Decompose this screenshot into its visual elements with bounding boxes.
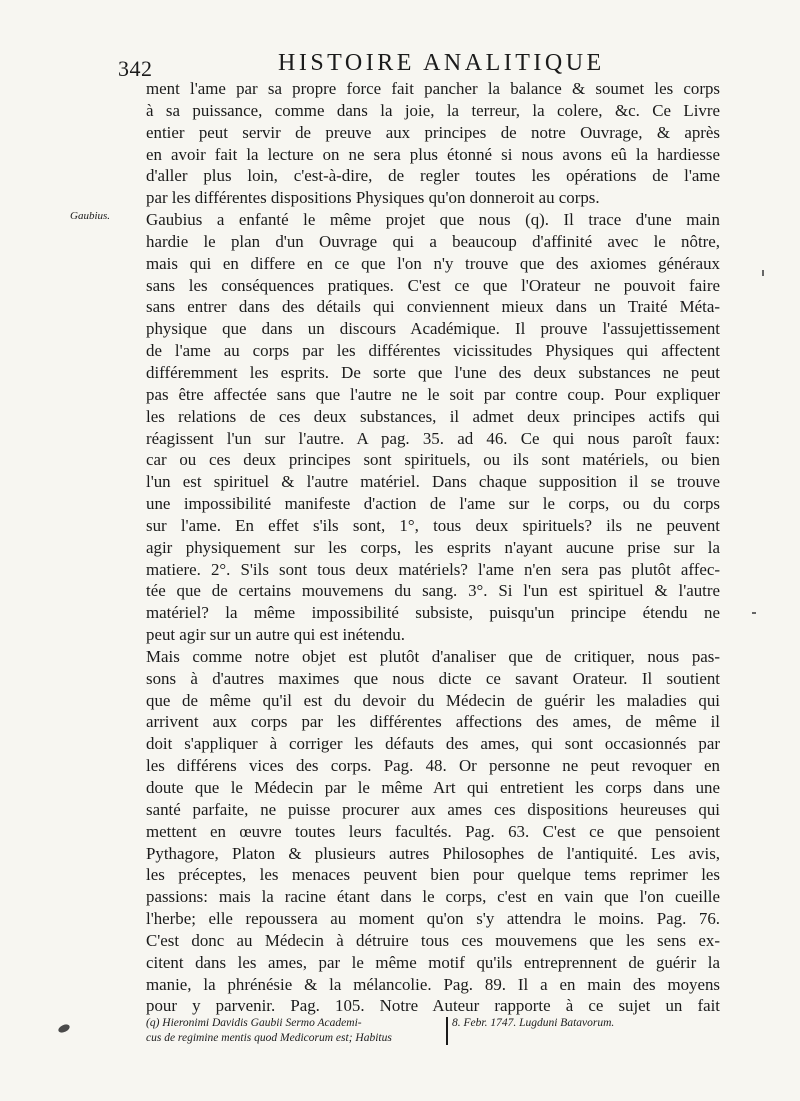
text-line: mais qui en differe en ce que l'on n'y trouve que des axiomes généraux	[146, 253, 720, 273]
body-text	[146, 78, 720, 1017]
text-line: à sa puissance, comme dans la joie, la terreur, la colere, &c. Ce Livre	[146, 100, 720, 120]
text-line: de l'ame au corps par les différentes vicissitudes Physiques qui affectent	[146, 341, 720, 361]
text-line: manie, la phrénésie & la mélancolie. Pag. 89. Il a en main des moyens	[146, 974, 720, 994]
text-line: en avoir fait la lecture on ne sera plus étonné si nous avons eû la hardiesse	[146, 144, 720, 164]
text-line: matériel? la même impossibilité subsiste, puisqu'un principe étendu ne	[146, 603, 720, 623]
text-line: matiere. 2°. S'ils sont tous deux matériels? l'ame n'en sera pas plutôt affec-	[146, 559, 720, 579]
text-line: pour y parvenir. Pag. 105. Notre Auteur rapporte à ce sujet un fait	[146, 996, 720, 1016]
ink-blot-mark	[57, 1023, 71, 1034]
text-line: doute que le Médecin par le même Art qui entretient les corps dans une	[146, 778, 720, 797]
text-line: l'un est spirituel & l'autre matériel. Dans chaque supposition il se trouve	[146, 472, 720, 492]
footnote-right-column	[452, 1016, 722, 1031]
page-number: 342	[118, 56, 153, 81]
paper-speck-mark	[752, 612, 756, 614]
paper-speck-mark	[762, 270, 764, 276]
text-line: une impossibilité manifeste d'action de l'ame sur le corps, ou du corps	[146, 494, 720, 514]
text-line: doit s'appliquer à corriger les défauts des ames, qui sont occasionnés par	[146, 734, 720, 754]
text-line: peut agir sur un autre qui est inétendu.	[146, 625, 405, 645]
footnote-divider	[446, 1017, 448, 1045]
text-line: réagissent l'un sur l'autre. A pag. 35. ad 46. Ce qui nous paroît faux:	[146, 428, 720, 448]
text-line: ment l'ame par sa propre force fait pancher la balance & soumet les corps	[146, 79, 720, 98]
text-line: Mais comme notre objet est plutôt d'analiser que de critiquer, nous pas-	[146, 646, 720, 666]
text-line: passions: mais la racine étant dans le corps, c'est en vain que l'on cueille	[146, 887, 720, 907]
text-line: pas être affectée sans que l'autre ne le soit par contre coup. Pour expliquer	[146, 384, 720, 404]
text-line: entier peut servir de preuve aux principes de notre Ouvrage, & après	[146, 122, 720, 142]
text-line: d'aller plus loin, c'est-à-dire, de regler toutes les opérations de l'ame	[146, 166, 720, 186]
text-line: différemment les esprits. De sorte que l'une des deux substances ne peut	[146, 362, 720, 382]
text-line: les préceptes, les menaces peuvent bien pour quelque tems reprimer les	[146, 865, 720, 885]
margin-note: Gaubius.	[70, 210, 111, 222]
text-line: car ou ces deux principes sont spirituels, ou ils sont matériels, ou bien	[146, 450, 720, 470]
text-line: C'est donc au Médecin à détruire tous ces mouvemens que les sens ex-	[146, 930, 720, 950]
text-line: agir physiquement sur les corps, les esprits n'ayant aucune prise sur la	[146, 537, 720, 557]
text-line: sur l'ame. En effet s'ils sont, 1°, tous deux spirituels? ils ne peuvent	[146, 515, 720, 535]
text-line: l'herbe; elle repoussera au moment qu'on s'y attendra le moins. Pag. 76.	[146, 909, 720, 929]
text-line: les différens vices des corps. Pag. 48. Or personne ne peut revoquer en	[146, 756, 720, 776]
text-line: les relations de ces deux substances, il admet deux principes actifs qui	[146, 406, 720, 426]
text-line: sans les conséquences pratiques. C'est ce que l'Orateur ne pouvoit faire	[146, 275, 720, 295]
text-line: physique que dans un discours Académique. Il prouve l'assujettissement	[146, 319, 720, 339]
footnote-line: (q) Hieronimi Davidis Gaubii Sermo Academi-	[146, 1017, 362, 1029]
text-line: Gaubius a enfanté le même projet que nous (q). Il trace d'une main	[146, 210, 720, 230]
text-line: par les différentes dispositions Physiques qu'on donneroit au corps.	[146, 188, 600, 208]
text-line: arrivent aux corps par les différentes affections des ames, de même il	[146, 712, 720, 732]
footnote-left-column	[146, 1016, 446, 1046]
text-line: citent dans les ames, par le même motif qu'ils entreprennent de guérir la	[146, 952, 720, 972]
footnote-line: cus de regimine mentis quod Medicorum est; Habitus	[146, 1032, 392, 1044]
text-line: sans entrer dans des détails qui conviennent mieux dans un Traité Méta-	[146, 297, 720, 317]
text-line: santé parfaite, ne puisse procurer aux ames ces dispositions heureuses qui	[146, 799, 720, 819]
text-line: mettent en œuvre toutes leurs facultés. Pag. 63. C'est ce que pensoient	[146, 821, 720, 841]
text-line: Pythagore, Platon & plusieurs autres Philosophes de l'antiquité. Les avis,	[146, 843, 720, 863]
text-line: tée que de certains mouvemens du sang. 3°. Si l'un est spirituel & l'autre	[146, 581, 720, 601]
text-line: hardie le plan d'un Ouvrage qui a beaucoup d'affinité avec le nôtre,	[146, 231, 720, 251]
text-line: que de même qu'il est du devoir du Médecin de guérir les maladies qui	[146, 690, 720, 710]
footnote-line: 8. Febr. 1747. Lugduni Batavorum.	[452, 1017, 615, 1029]
running-title: HISTOIRE ANALITIQUE	[278, 50, 605, 76]
text-line: sons à d'autres maximes que nous dicte ce savant Orateur. Il soutient	[146, 668, 720, 688]
